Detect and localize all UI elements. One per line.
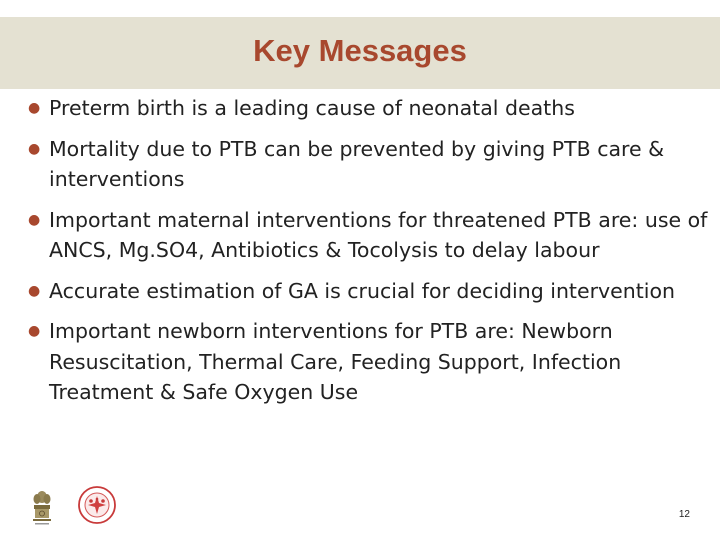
bullet-item <box>28 316 708 408</box>
bullet-list <box>28 93 708 418</box>
bullet-dot-icon: ● <box>28 140 41 157</box>
bullet-text: Preterm birth is a leading cause of neonatal deaths <box>49 96 575 120</box>
footer-logos-graphic <box>30 486 130 530</box>
health-mission-logo-icon <box>79 487 115 523</box>
bullet-text: Mortality due to PTB can be prevented by giving PTB care & interventions <box>49 136 665 191</box>
bullet-dot-icon: ● <box>28 282 41 299</box>
bullet-item <box>28 205 708 266</box>
bullet-text: Important newborn interventions for PTB are: Newborn Resuscitation, Thermal Care, Feeding Support, Infection Treatment & Safe Oxygen Use <box>49 319 622 404</box>
page-number: 12 <box>678 509 690 520</box>
national-emblem-icon <box>33 491 51 525</box>
bullet-dot-icon: ● <box>28 211 41 228</box>
slide-title: Key Messages <box>253 33 467 68</box>
bullet-item <box>28 93 708 124</box>
bullet-item <box>28 276 708 307</box>
bullet-dot-icon: ● <box>28 323 41 339</box>
bullet-text: Accurate estimation of GA is crucial for deciding intervention <box>49 278 676 303</box>
footer-logos <box>30 486 130 530</box>
bullet-item <box>28 134 708 195</box>
bullet-text: Important maternal interventions for threatened PTB are: use of ANCS, Mg.SO4, Antibiotics & Tocolysis to delay labour <box>49 207 708 262</box>
bullet-dot-icon: ● <box>28 100 41 116</box>
